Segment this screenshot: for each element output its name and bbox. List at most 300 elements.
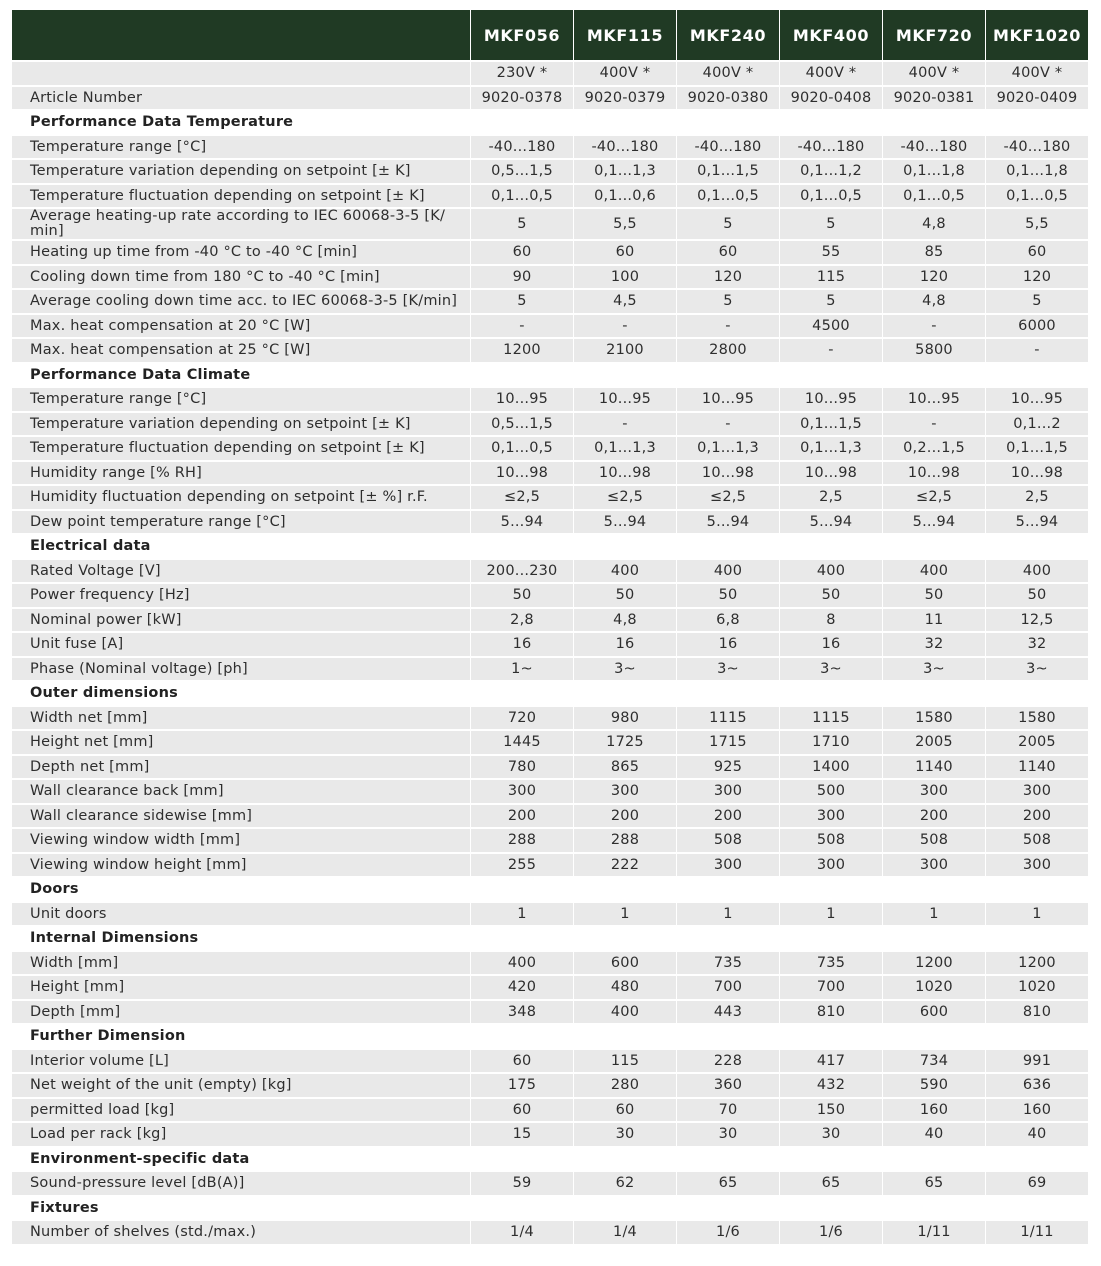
- row-label: Temperature fluctuation depending on setpoint [± K]: [12, 183, 470, 208]
- cell-value: 10...98: [573, 460, 676, 485]
- table-row: [12, 999, 1088, 1024]
- cell-value: 0,2...1,5: [882, 435, 985, 460]
- cell-value: 2100: [573, 337, 676, 362]
- row-label: Temperature fluctuation depending on setpoint [± K]: [12, 435, 470, 460]
- cell-value: 600: [573, 950, 676, 975]
- cell-value: -: [779, 337, 882, 362]
- row-label: Nominal power [kW]: [12, 607, 470, 632]
- cell-value: 200: [676, 803, 779, 828]
- row-label: Temperature range [°C]: [12, 134, 470, 159]
- table-row: [12, 754, 1088, 779]
- row-label: Max. heat compensation at 20 °C [W]: [12, 313, 470, 338]
- table-row: [12, 607, 1088, 632]
- cell-value: -: [470, 313, 573, 338]
- table-row: [12, 337, 1088, 362]
- spec-table: [12, 10, 1088, 1244]
- cell-value: 1200: [470, 337, 573, 362]
- cell-value: 50: [676, 582, 779, 607]
- cell-value: ≤2,5: [470, 484, 573, 509]
- table-row: [12, 411, 1088, 436]
- cell-value: 0,1...0,5: [985, 183, 1088, 208]
- row-label: Viewing window height [mm]: [12, 852, 470, 877]
- cell-value: 4,5: [573, 288, 676, 313]
- cell-value: 700: [779, 974, 882, 999]
- row-label: Height [mm]: [12, 974, 470, 999]
- cell-value: 600: [882, 999, 985, 1024]
- cell-value: 2005: [985, 729, 1088, 754]
- section-title: Further Dimension: [12, 1023, 1088, 1048]
- cell-value: 100: [573, 264, 676, 289]
- cell-value: 5: [676, 288, 779, 313]
- cell-value: 3~: [676, 656, 779, 681]
- model-header: MKF1020: [985, 10, 1088, 60]
- cell-value: 443: [676, 999, 779, 1024]
- table-row: [12, 901, 1088, 926]
- cell-value: 60: [470, 239, 573, 264]
- cell-value: 5800: [882, 337, 985, 362]
- table-row: [12, 85, 1088, 110]
- cell-value: 10...95: [470, 386, 573, 411]
- cell-value: 5: [470, 288, 573, 313]
- cell-value: 1: [470, 901, 573, 926]
- cell-value: 5...94: [470, 509, 573, 534]
- cell-value: 9020-0409: [985, 85, 1088, 110]
- cell-value: 508: [985, 827, 1088, 852]
- cell-value: 0,1...1,5: [985, 435, 1088, 460]
- row-label: Temperature variation depending on setpoint [± K]: [12, 158, 470, 183]
- row-label: Temperature range [°C]: [12, 386, 470, 411]
- cell-value: 1~: [470, 656, 573, 681]
- header-row: [12, 10, 1088, 60]
- row-label: Average cooling down time acc. to IEC 60068-3-5 [K/min]: [12, 288, 470, 313]
- cell-value: 700: [676, 974, 779, 999]
- cell-value: 432: [779, 1072, 882, 1097]
- cell-value: -: [676, 411, 779, 436]
- row-label: Viewing window width [mm]: [12, 827, 470, 852]
- cell-value: 4,8: [882, 288, 985, 313]
- cell-value: 1/4: [573, 1219, 676, 1244]
- model-header: MKF115: [573, 10, 676, 60]
- table-row: [12, 582, 1088, 607]
- cell-value: -40...180: [985, 134, 1088, 159]
- row-label: Humidity range [% RH]: [12, 460, 470, 485]
- cell-value: 50: [573, 582, 676, 607]
- cell-value: 300: [676, 852, 779, 877]
- cell-value: 1200: [985, 950, 1088, 975]
- cell-value: 865: [573, 754, 676, 779]
- cell-value: 1200: [882, 950, 985, 975]
- table-row: [12, 974, 1088, 999]
- cell-value: 3~: [985, 656, 1088, 681]
- cell-value: 50: [779, 582, 882, 607]
- cell-value: 0,1...1,3: [573, 435, 676, 460]
- cell-value: 9020-0379: [573, 85, 676, 110]
- cell-value: 590: [882, 1072, 985, 1097]
- cell-value: 0,5...1,5: [470, 158, 573, 183]
- cell-value: 16: [676, 631, 779, 656]
- cell-value: 120: [985, 264, 1088, 289]
- table-row: [12, 264, 1088, 289]
- cell-value: 5: [985, 288, 1088, 313]
- cell-value: 1/6: [779, 1219, 882, 1244]
- cell-value: 0,1...1,3: [779, 435, 882, 460]
- cell-value: 810: [985, 999, 1088, 1024]
- cell-value: 255: [470, 852, 573, 877]
- row-label: Width net [mm]: [12, 705, 470, 730]
- cell-value: 0,1...1,8: [985, 158, 1088, 183]
- row-label: permitted load [kg]: [12, 1097, 470, 1122]
- cell-value: 2005: [882, 729, 985, 754]
- table-row: [12, 435, 1088, 460]
- cell-value: -40...180: [676, 134, 779, 159]
- cell-value: 400V *: [676, 60, 779, 85]
- cell-value: 300: [676, 778, 779, 803]
- cell-value: 115: [779, 264, 882, 289]
- cell-value: 1: [779, 901, 882, 926]
- cell-value: 5: [676, 207, 779, 239]
- cell-value: 4500: [779, 313, 882, 338]
- cell-value: 200: [882, 803, 985, 828]
- cell-value: 300: [882, 778, 985, 803]
- cell-value: 16: [573, 631, 676, 656]
- table-row: [12, 631, 1088, 656]
- cell-value: 0,1...0,6: [573, 183, 676, 208]
- header-corner: [12, 10, 470, 60]
- cell-value: 115: [573, 1048, 676, 1073]
- cell-value: 636: [985, 1072, 1088, 1097]
- cell-value: 5...94: [573, 509, 676, 534]
- cell-value: 0,1...0,5: [676, 183, 779, 208]
- cell-value: 30: [779, 1121, 882, 1146]
- cell-value: 1: [573, 901, 676, 926]
- row-label: [12, 60, 470, 85]
- cell-value: 0,1...0,5: [470, 435, 573, 460]
- cell-value: 230V *: [470, 60, 573, 85]
- cell-value: 16: [779, 631, 882, 656]
- cell-value: 60: [470, 1097, 573, 1122]
- cell-value: 60: [985, 239, 1088, 264]
- cell-value: 0,1...0,5: [882, 183, 985, 208]
- cell-value: 6000: [985, 313, 1088, 338]
- cell-value: 5,5: [573, 207, 676, 239]
- cell-value: 175: [470, 1072, 573, 1097]
- cell-value: 400: [882, 558, 985, 583]
- cell-value: 32: [985, 631, 1088, 656]
- cell-value: 400V *: [573, 60, 676, 85]
- cell-value: ≤2,5: [573, 484, 676, 509]
- row-label: Dew point temperature range [°C]: [12, 509, 470, 534]
- cell-value: 508: [779, 827, 882, 852]
- cell-value: 417: [779, 1048, 882, 1073]
- cell-value: 1/11: [985, 1219, 1088, 1244]
- cell-value: 300: [985, 778, 1088, 803]
- section-title: Performance Data Temperature: [12, 109, 1088, 134]
- cell-value: 360: [676, 1072, 779, 1097]
- cell-value: 1/6: [676, 1219, 779, 1244]
- cell-value: 720: [470, 705, 573, 730]
- cell-value: 62: [573, 1170, 676, 1195]
- table-row: [12, 803, 1088, 828]
- row-label: Temperature variation depending on setpoint [± K]: [12, 411, 470, 436]
- cell-value: -: [573, 313, 676, 338]
- row-label: Cooling down time from 180 °C to -40 °C [min]: [12, 264, 470, 289]
- table-row: [12, 313, 1088, 338]
- section-title: Fixtures: [12, 1195, 1088, 1220]
- table-row: [12, 852, 1088, 877]
- row-label: Wall clearance sidewise [mm]: [12, 803, 470, 828]
- cell-value: 0,1...1,3: [573, 158, 676, 183]
- cell-value: 9020-0380: [676, 85, 779, 110]
- section-header-row: [12, 533, 1088, 558]
- cell-value: 0,1...0,5: [470, 183, 573, 208]
- cell-value: 40: [882, 1121, 985, 1146]
- cell-value: 400V *: [882, 60, 985, 85]
- cell-value: 1400: [779, 754, 882, 779]
- cell-value: 300: [882, 852, 985, 877]
- cell-value: 65: [882, 1170, 985, 1195]
- row-label: Heating up time from -40 °C to -40 °C [min]: [12, 239, 470, 264]
- model-header: MKF400: [779, 10, 882, 60]
- row-label: Load per rack [kg]: [12, 1121, 470, 1146]
- cell-value: 280: [573, 1072, 676, 1097]
- cell-value: 10...98: [676, 460, 779, 485]
- cell-value: 1580: [985, 705, 1088, 730]
- cell-value: 508: [676, 827, 779, 852]
- table-row: [12, 1219, 1088, 1244]
- cell-value: 10...95: [573, 386, 676, 411]
- section-header-row: [12, 1146, 1088, 1171]
- row-label: Sound-pressure level [dB(A)]: [12, 1170, 470, 1195]
- model-header: MKF056: [470, 10, 573, 60]
- cell-value: 10...98: [470, 460, 573, 485]
- cell-value: ≤2,5: [882, 484, 985, 509]
- cell-value: 5...94: [985, 509, 1088, 534]
- section-title: Internal Dimensions: [12, 925, 1088, 950]
- cell-value: 1725: [573, 729, 676, 754]
- cell-value: 222: [573, 852, 676, 877]
- cell-value: 0,1...1,3: [676, 435, 779, 460]
- section-title: Doors: [12, 876, 1088, 901]
- table-row: [12, 827, 1088, 852]
- cell-value: 150: [779, 1097, 882, 1122]
- cell-value: 810: [779, 999, 882, 1024]
- cell-value: 5: [779, 288, 882, 313]
- cell-value: 1140: [882, 754, 985, 779]
- row-label: Article Number: [12, 85, 470, 110]
- cell-value: 4,8: [573, 607, 676, 632]
- cell-value: 5,5: [985, 207, 1088, 239]
- cell-value: 735: [779, 950, 882, 975]
- row-label: Humidity fluctuation depending on setpoint [± %] r.F.: [12, 484, 470, 509]
- cell-value: 288: [573, 827, 676, 852]
- cell-value: 50: [470, 582, 573, 607]
- section-header-row: [12, 362, 1088, 387]
- table-row: [12, 705, 1088, 730]
- cell-value: 60: [573, 1097, 676, 1122]
- model-header: MKF240: [676, 10, 779, 60]
- row-label: Unit doors: [12, 901, 470, 926]
- table-row: [12, 1097, 1088, 1122]
- row-label: Phase (Nominal voltage) [ph]: [12, 656, 470, 681]
- section-header-row: [12, 1195, 1088, 1220]
- cell-value: 400: [676, 558, 779, 583]
- cell-value: 8: [779, 607, 882, 632]
- cell-value: 0,1...1,8: [882, 158, 985, 183]
- cell-value: 2,5: [779, 484, 882, 509]
- cell-value: -40...180: [882, 134, 985, 159]
- cell-value: -40...180: [573, 134, 676, 159]
- cell-value: 10...98: [985, 460, 1088, 485]
- table-row: [12, 460, 1088, 485]
- cell-value: 1/4: [470, 1219, 573, 1244]
- cell-value: 1/11: [882, 1219, 985, 1244]
- cell-value: 400: [470, 950, 573, 975]
- cell-value: 160: [882, 1097, 985, 1122]
- cell-value: 1: [882, 901, 985, 926]
- cell-value: 70: [676, 1097, 779, 1122]
- section-title: Performance Data Climate: [12, 362, 1088, 387]
- table-row: [12, 183, 1088, 208]
- cell-value: -: [573, 411, 676, 436]
- cell-value: 400V *: [985, 60, 1088, 85]
- cell-value: 60: [573, 239, 676, 264]
- model-header: MKF720: [882, 10, 985, 60]
- cell-value: 1020: [882, 974, 985, 999]
- cell-value: 69: [985, 1170, 1088, 1195]
- cell-value: 400: [985, 558, 1088, 583]
- cell-value: 734: [882, 1048, 985, 1073]
- row-label: Max. heat compensation at 25 °C [W]: [12, 337, 470, 362]
- row-label: Width [mm]: [12, 950, 470, 975]
- cell-value: 0,5...1,5: [470, 411, 573, 436]
- cell-value: 15: [470, 1121, 573, 1146]
- cell-value: 9020-0378: [470, 85, 573, 110]
- cell-value: 0,1...1,5: [676, 158, 779, 183]
- cell-value: -40...180: [470, 134, 573, 159]
- cell-value: 400V *: [779, 60, 882, 85]
- cell-value: 348: [470, 999, 573, 1024]
- cell-value: 5: [779, 207, 882, 239]
- cell-value: 200...230: [470, 558, 573, 583]
- cell-value: 10...98: [779, 460, 882, 485]
- row-label: Wall clearance back [mm]: [12, 778, 470, 803]
- cell-value: 1: [985, 901, 1088, 926]
- row-label: Depth [mm]: [12, 999, 470, 1024]
- cell-value: 10...95: [779, 386, 882, 411]
- cell-value: 300: [573, 778, 676, 803]
- cell-value: 780: [470, 754, 573, 779]
- cell-value: 1580: [882, 705, 985, 730]
- cell-value: 10...95: [985, 386, 1088, 411]
- table-row: [12, 1121, 1088, 1146]
- section-header-row: [12, 680, 1088, 705]
- cell-value: 120: [882, 264, 985, 289]
- cell-value: 5...94: [779, 509, 882, 534]
- section-title: Environment-specific data: [12, 1146, 1088, 1171]
- table-row: [12, 484, 1088, 509]
- cell-value: 0,1...1,2: [779, 158, 882, 183]
- row-label: Unit fuse [A]: [12, 631, 470, 656]
- cell-value: 300: [985, 852, 1088, 877]
- cell-value: 30: [676, 1121, 779, 1146]
- cell-value: 6,8: [676, 607, 779, 632]
- cell-value: 50: [985, 582, 1088, 607]
- cell-value: 55: [779, 239, 882, 264]
- cell-value: 1715: [676, 729, 779, 754]
- cell-value: 980: [573, 705, 676, 730]
- cell-value: 5...94: [676, 509, 779, 534]
- cell-value: 16: [470, 631, 573, 656]
- cell-value: 120: [676, 264, 779, 289]
- cell-value: 300: [779, 803, 882, 828]
- section-header-row: [12, 109, 1088, 134]
- row-label: Rated Voltage [V]: [12, 558, 470, 583]
- cell-value: 1115: [779, 705, 882, 730]
- cell-value: 65: [676, 1170, 779, 1195]
- row-label: Depth net [mm]: [12, 754, 470, 779]
- cell-value: -: [676, 313, 779, 338]
- table-row: [12, 134, 1088, 159]
- cell-value: 300: [470, 778, 573, 803]
- cell-value: 1445: [470, 729, 573, 754]
- cell-value: 735: [676, 950, 779, 975]
- table-row: [12, 386, 1088, 411]
- cell-value: 9020-0381: [882, 85, 985, 110]
- section-header-row: [12, 925, 1088, 950]
- cell-value: 59: [470, 1170, 573, 1195]
- cell-value: 288: [470, 827, 573, 852]
- table-row: [12, 1170, 1088, 1195]
- cell-value: 2,5: [985, 484, 1088, 509]
- table-row: [12, 239, 1088, 264]
- cell-value: 1115: [676, 705, 779, 730]
- row-label: Number of shelves (std./max.): [12, 1219, 470, 1244]
- row-label: Average heating-up rate according to IEC 60068-3-5 [K/ min]: [12, 207, 470, 239]
- row-label: Interior volume [L]: [12, 1048, 470, 1073]
- cell-value: 200: [985, 803, 1088, 828]
- cell-value: 9020-0408: [779, 85, 882, 110]
- cell-value: 10...95: [676, 386, 779, 411]
- spec-table-body: [12, 60, 1088, 1244]
- cell-value: 991: [985, 1048, 1088, 1073]
- cell-value: 60: [470, 1048, 573, 1073]
- table-row: [12, 950, 1088, 975]
- row-label: Power frequency [Hz]: [12, 582, 470, 607]
- cell-value: 400: [573, 999, 676, 1024]
- cell-value: 0,1...2: [985, 411, 1088, 436]
- section-header-row: [12, 1023, 1088, 1048]
- cell-value: 30: [573, 1121, 676, 1146]
- cell-value: 65: [779, 1170, 882, 1195]
- row-label: Net weight of the unit (empty) [kg]: [12, 1072, 470, 1097]
- cell-value: 500: [779, 778, 882, 803]
- cell-value: 4,8: [882, 207, 985, 239]
- cell-value: 10...95: [882, 386, 985, 411]
- table-row: [12, 1048, 1088, 1073]
- table-row: [12, 158, 1088, 183]
- cell-value: -: [882, 411, 985, 436]
- table-row: [12, 778, 1088, 803]
- table-row: [12, 729, 1088, 754]
- cell-value: 11: [882, 607, 985, 632]
- cell-value: 200: [573, 803, 676, 828]
- table-row: [12, 288, 1088, 313]
- cell-value: -: [882, 313, 985, 338]
- cell-value: 5: [470, 207, 573, 239]
- table-row: [12, 509, 1088, 534]
- cell-value: 400: [573, 558, 676, 583]
- cell-value: 3~: [573, 656, 676, 681]
